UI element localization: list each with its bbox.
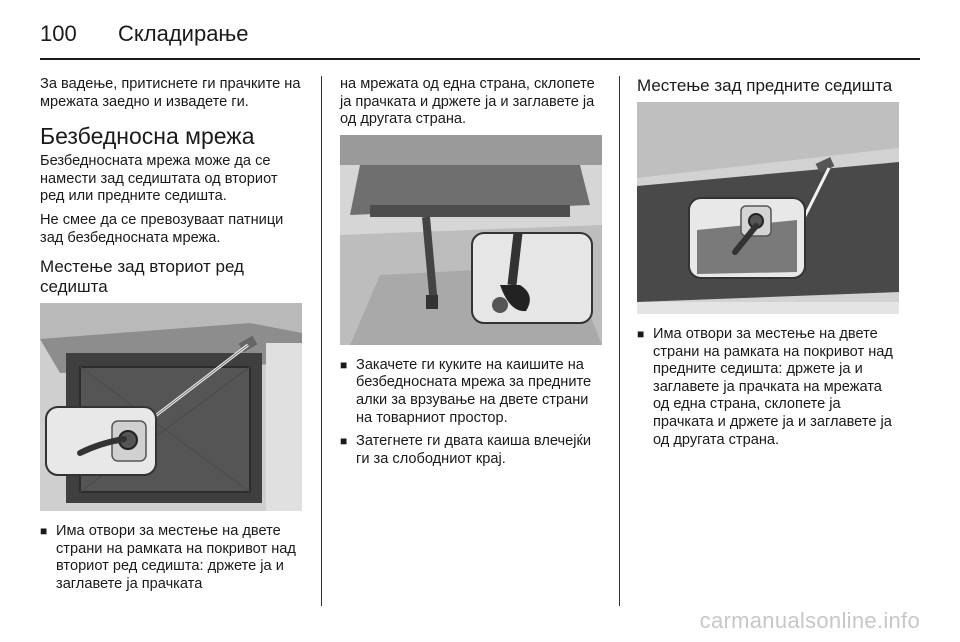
page-title: Складирање (118, 21, 249, 46)
column-2 (340, 76, 602, 474)
list-item: ■ Има отвори за местење на двете страни на рамката на покривот над вториот ред седишта: држете ја и заглавете ја прачката (40, 523, 296, 592)
column-divider-1 (321, 76, 322, 606)
section-heading-safety-net: Безбедносна мрежа (40, 123, 255, 150)
paragraph: За вадење, притиснете ги прачките на мрежата заедно и извадете ги. (40, 76, 301, 110)
paragraph: Не смее да се превозуваат патници зад безбедносната мрежа. (40, 211, 284, 246)
subheading-second-row: Местење зад вториот ред седишта (40, 257, 244, 297)
watermark: carmanualsonline.info (699, 608, 920, 633)
figure-rear-mount (40, 303, 302, 511)
column-divider-2 (619, 76, 620, 606)
figure-front-mount (637, 102, 899, 314)
bullet-square-icon: ■ (40, 524, 48, 539)
list-item: ■ Има отвори за местење на двете страни на рамката на покривот над предните седишта: држете ја и заглавете ја прачката на мрежата од една страна, склопете ја прачката и држете ја и заглавете ја од другата страна. (637, 326, 893, 448)
list-item: ■ Затегнете ги двата каиша влечејќи ги за слободниот крај. (340, 433, 591, 467)
bullet-square-icon: ■ (637, 327, 645, 341)
paragraph: Безбедносната мрежа може да се намести зад седиштата од вториот ред или предните седишта. (40, 153, 278, 205)
bullet-square-icon: ■ (340, 357, 348, 372)
subheading-front-seats: Местење зад предните седишта (637, 76, 893, 95)
header-rule (40, 58, 920, 60)
bullet-square-icon: ■ (340, 434, 348, 449)
column-1 (40, 76, 302, 600)
figure-cargo-straps (340, 135, 602, 345)
page-number: 100 (40, 21, 77, 46)
paragraph: на мрежата од една страна, склопете ја прачката и држете ја и заглавете ја од другата страна. (340, 76, 595, 128)
page-header (40, 14, 249, 54)
column-3 (637, 76, 899, 455)
list-item: ■ Закачете ги куките на каишите на безбедносната мрежа за предните алки за врзување на двете страни на товарниот простор. (340, 356, 592, 426)
